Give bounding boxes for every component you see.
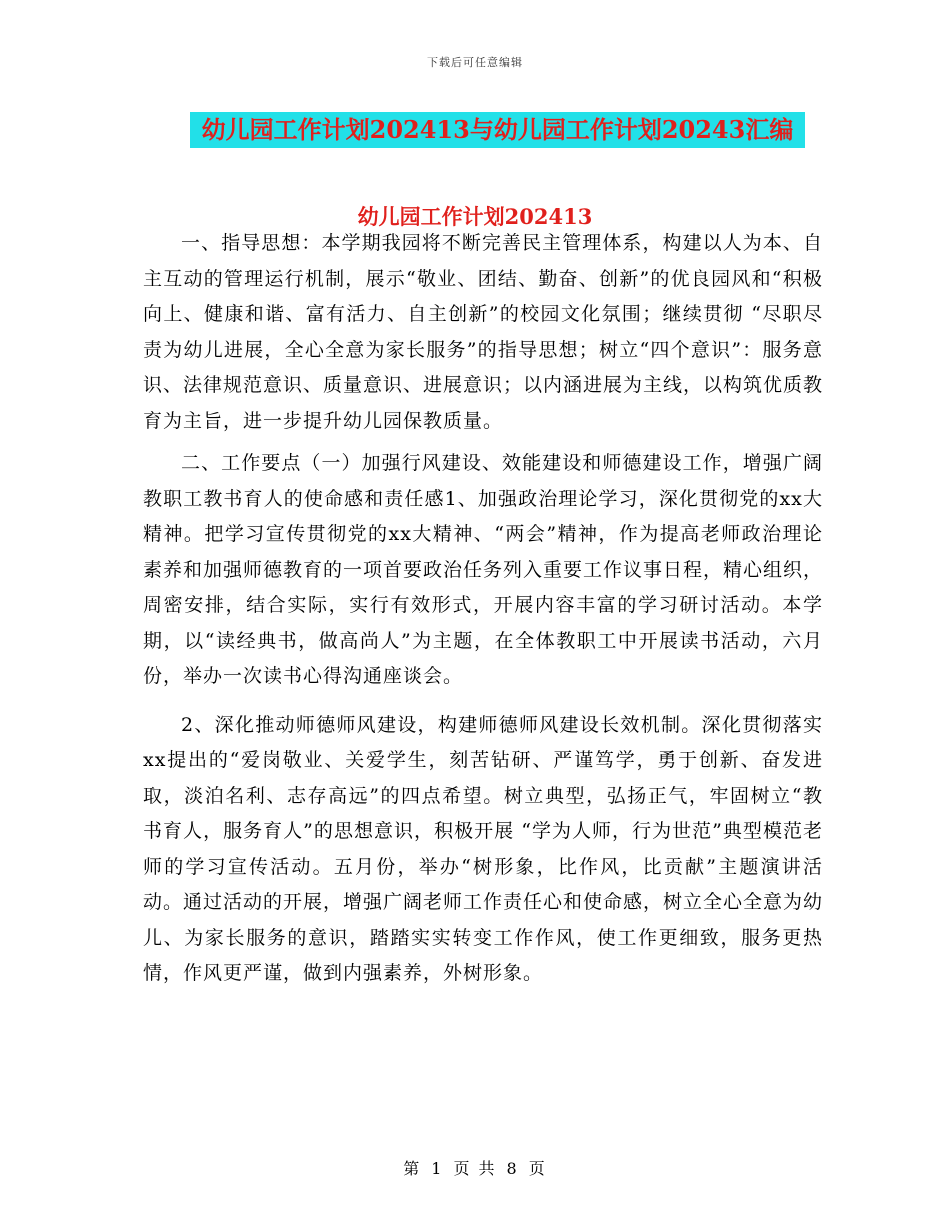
page-footer <box>0 1156 950 1179</box>
section-title: 幼儿园工作计划202413 <box>357 204 593 229</box>
paragraph: 2、深化推动师德师风建设，构建师德师风建设长效机制。深化贯彻落实xx提出的“爱岗敬业、关爱学生，刻苦钻研、严谨笃学，勇于创新、奋发进取，淡泊名利、志存高远”的四点希望。树立典型，弘扬正气，牢固树立“教书育人，服务育人”的思想意识，积极开展 “学为人师，行为世范”典型模范老师的学习宣传活动。五月份，举办“树形象，比作风，比贡献”主题演讲活动。通过活动的开展，增强广阔老师工作责任心和使命感，树立全心全意为幼儿、为家长服务的意识，踏踏实实转变工作作风，使工作更细致，服务更热情，作风更严谨，做到内强素养，外树形象。 <box>143 713 824 984</box>
footer-suffix: 页 <box>528 1159 547 1178</box>
body-text <box>143 226 823 992</box>
current-page-number: 1 <box>431 1159 444 1178</box>
footer-middle: 页 共 <box>453 1159 497 1178</box>
paragraph: 一、指导思想：本学期我园将不断完善民主管理体系，构建以人为本、自主互动的管理运行机制，展示“敬业、团结、勤奋、创新”的优良园风和“积极向上、健康和谐、富有活力、自主创新”的校园文化氛围；继续贯彻 “尽职尽责为幼儿进展，全心全意为家长服务”的指导思想；树立“四个意识”：服务意识、法律规范意识、质量意识、进展意识；以内涵进展为主线，以构筑优质教育为主旨，进一步提升幼儿园保教质量。 <box>143 232 824 432</box>
paragraph: 二、工作要点（一）加强行风建设、效能建设和师德建设工作，增强广阔教职工教书育人的使命感和责任感1、加强政治理论学习，深化贯彻党的xx大精神。把学习宣传贯彻党的xx大精神、“两会”精神，作为提高老师政治理论素养和加强师德教育的一项首要政治任务列入重要工作议事日程，精心组织，周密安排，结合实际，实行有效形式，开展内容丰富的学习研讨活动。本学期，以“读经典书，做高尚人”为主题，在全体教职工中开展读书活动，六月份，举办一次读书心得沟通座谈会。 <box>143 452 824 687</box>
total-pages-number: 8 <box>506 1159 519 1178</box>
document-title: 幼儿园工作计划202413与幼儿园工作计划20243汇编 <box>190 112 805 148</box>
footer-prefix: 第 <box>403 1159 422 1178</box>
header-note: 下载后可任意编辑 <box>427 56 523 69</box>
